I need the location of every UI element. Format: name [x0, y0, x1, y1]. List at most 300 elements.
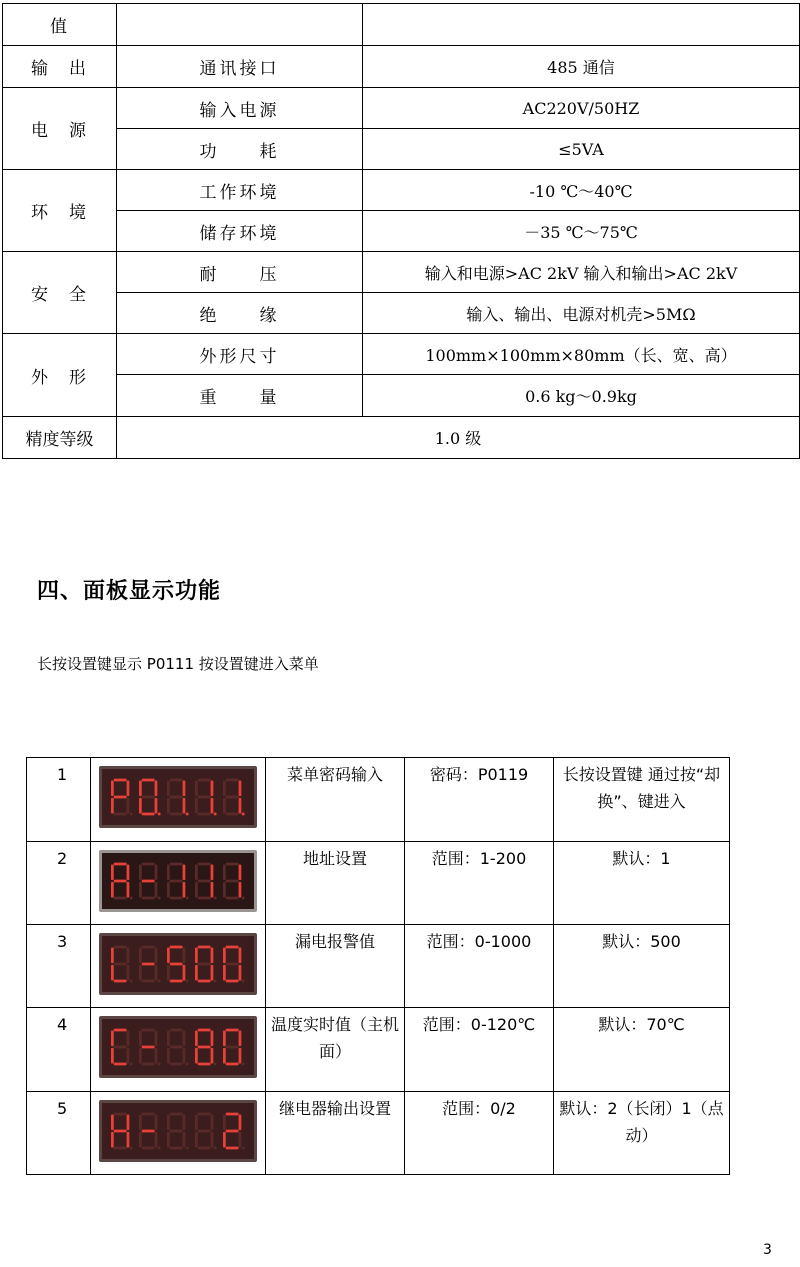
- value-cell: 1.0 级: [117, 417, 800, 459]
- lcd-segment: [111, 865, 114, 881]
- lcd-digit: [111, 860, 133, 902]
- lcd-segment: [111, 798, 114, 814]
- lcd-segment: [139, 948, 142, 964]
- lcd-segment: [142, 963, 155, 966]
- lcd-segment: [142, 813, 155, 816]
- lcd-segment: [223, 1031, 226, 1047]
- lcd-segment: [114, 813, 127, 816]
- lcd-segment: [111, 965, 114, 981]
- lcd-segment: [139, 1048, 142, 1064]
- item-cell: 耐 压: [117, 252, 363, 293]
- table-row: [3, 252, 800, 293]
- lcd-segment: [127, 798, 130, 814]
- lcd-segment: [239, 882, 242, 898]
- lcd-segment: [198, 1147, 211, 1150]
- lcd-display: [99, 1016, 257, 1078]
- lcd-digit: [111, 1110, 133, 1152]
- lcd-segment: [183, 1031, 186, 1047]
- lcd-segment: [239, 1048, 242, 1064]
- lcd-decimal-point: [158, 896, 161, 899]
- category-cell: 值: [3, 4, 117, 46]
- lcd-decimal-point: [158, 979, 161, 982]
- item-cell: 重 量: [117, 375, 363, 417]
- lcd-segment: [198, 1046, 211, 1049]
- lcd-segment: [127, 1048, 130, 1064]
- lcd-segment: [167, 1115, 170, 1131]
- lcd-segment: [155, 781, 158, 797]
- table-row: [3, 46, 800, 88]
- lcd-segment: [198, 1130, 211, 1133]
- table-row: [27, 1092, 730, 1175]
- lcd-segment: [211, 1031, 214, 1047]
- lcd-segment: [195, 1031, 198, 1047]
- lcd-segment: [195, 882, 198, 898]
- value-cell: ≤5VA: [363, 129, 800, 170]
- lcd-segment: [183, 798, 186, 814]
- value-cell: -10 ℃～40℃: [363, 170, 800, 211]
- param-default: 默认：500: [554, 925, 730, 1008]
- lcd-segment: [183, 865, 186, 881]
- lcd-cell: [91, 758, 266, 842]
- lcd-segment: [170, 980, 183, 983]
- lcd-segment: [223, 798, 226, 814]
- lcd-segment: [142, 779, 155, 782]
- lcd-segment: [170, 813, 183, 816]
- lcd-segment: [226, 880, 239, 883]
- table-row: [27, 842, 730, 925]
- lcd-segment: [183, 1115, 186, 1131]
- table-row: [3, 293, 800, 334]
- lcd-decimal-point: [242, 812, 245, 815]
- lcd-segment: [127, 1115, 130, 1131]
- item-cell: 外形尺寸: [117, 334, 363, 375]
- lcd-segment: [211, 1115, 214, 1131]
- lcd-segment: [198, 897, 211, 900]
- display-table: [26, 757, 730, 1175]
- lcd-segment: [170, 1046, 183, 1049]
- lcd-segment: [142, 1046, 155, 1049]
- lcd-segment: [223, 781, 226, 797]
- lcd-segment: [170, 863, 183, 866]
- param-default: 默认：1: [554, 842, 730, 925]
- lcd-segment: [223, 1132, 226, 1148]
- intro-text: 长按设置键显示 P0111 按设置键进入菜单: [37, 655, 319, 673]
- spec-table: [2, 3, 800, 459]
- lcd-segment: [239, 948, 242, 964]
- item-cell: 储存环境: [117, 211, 363, 252]
- lcd-segment: [139, 965, 142, 981]
- lcd-segment: [195, 781, 198, 797]
- lcd-decimal-point: [186, 1146, 189, 1149]
- lcd-segment: [195, 948, 198, 964]
- lcd-segment: [167, 798, 170, 814]
- lcd-segment: [114, 980, 127, 983]
- lcd-segment: [111, 948, 114, 964]
- lcd-segment: [170, 1147, 183, 1150]
- lcd-decimal-point: [186, 812, 189, 815]
- table-row: [3, 334, 800, 375]
- lcd-digit: [223, 776, 245, 818]
- lcd-decimal-point: [186, 979, 189, 982]
- lcd-segment: [198, 779, 211, 782]
- lcd-segment: [167, 882, 170, 898]
- page-number: 3: [763, 1242, 772, 1258]
- lcd-digit: [195, 943, 217, 985]
- lcd-segment: [211, 798, 214, 814]
- table-row: [27, 1008, 730, 1092]
- lcd-digit: [111, 1026, 133, 1068]
- value-cell: 485 通信: [363, 46, 800, 88]
- lcd-display: [99, 850, 257, 912]
- lcd-decimal-point: [158, 1146, 161, 1149]
- lcd-segment: [111, 882, 114, 898]
- lcd-digit: [167, 776, 189, 818]
- lcd-segment: [198, 796, 211, 799]
- lcd-segment: [226, 1029, 239, 1032]
- category-cell: 电 源: [3, 88, 117, 170]
- lcd-segment: [155, 965, 158, 981]
- table-row: [3, 417, 800, 459]
- item-cell: 功 耗: [117, 129, 363, 170]
- lcd-digit: [195, 1110, 217, 1152]
- lcd-segment: [114, 1029, 127, 1032]
- lcd-segment: [167, 965, 170, 981]
- lcd-segment: [170, 1063, 183, 1066]
- lcd-cell: [91, 1092, 266, 1175]
- lcd-cell: [91, 925, 266, 1008]
- lcd-segment: [167, 865, 170, 881]
- lcd-display: [99, 766, 257, 828]
- lcd-segment: [142, 1029, 155, 1032]
- lcd-segment: [167, 781, 170, 797]
- lcd-digit: [195, 776, 217, 818]
- lcd-segment: [170, 779, 183, 782]
- lcd-decimal-point: [242, 979, 245, 982]
- category-cell: 安 全: [3, 252, 117, 334]
- lcd-segment: [139, 1031, 142, 1047]
- lcd-segment: [195, 965, 198, 981]
- lcd-segment: [226, 1147, 239, 1150]
- lcd-segment: [170, 897, 183, 900]
- lcd-decimal-point: [214, 1146, 217, 1149]
- lcd-segment: [226, 1130, 239, 1133]
- lcd-decimal-point: [158, 1062, 161, 1065]
- lcd-segment: [142, 1130, 155, 1133]
- lcd-segment: [195, 1048, 198, 1064]
- lcd-segment: [170, 880, 183, 883]
- lcd-segment: [183, 882, 186, 898]
- lcd-segment: [155, 1048, 158, 1064]
- lcd-segment: [211, 965, 214, 981]
- param-default: 默认：70℃: [554, 1008, 730, 1092]
- lcd-segment: [226, 796, 239, 799]
- lcd-segment: [127, 781, 130, 797]
- lcd-segment: [155, 948, 158, 964]
- lcd-segment: [142, 946, 155, 949]
- param-range: 范围：0/2: [405, 1092, 554, 1175]
- lcd-digit: [139, 1110, 161, 1152]
- lcd-segment: [127, 882, 130, 898]
- param-range: 范围：0-120℃: [405, 1008, 554, 1092]
- lcd-segment: [239, 1132, 242, 1148]
- lcd-cell: [91, 1008, 266, 1092]
- table-row: [3, 170, 800, 211]
- lcd-digit: [167, 943, 189, 985]
- lcd-segment: [142, 1113, 155, 1116]
- item-cell: 工作环境: [117, 170, 363, 211]
- lcd-segment: [167, 1031, 170, 1047]
- lcd-segment: [111, 1115, 114, 1131]
- category-cell: 精度等级: [3, 417, 117, 459]
- lcd-segment: [114, 1046, 127, 1049]
- empty-cell: [117, 4, 363, 46]
- row-number: 2: [27, 842, 91, 925]
- lcd-segment: [223, 1048, 226, 1064]
- lcd-segment: [139, 798, 142, 814]
- lcd-digit: [223, 1026, 245, 1068]
- lcd-segment: [183, 948, 186, 964]
- lcd-digit: [111, 776, 133, 818]
- row-number: 3: [27, 925, 91, 1008]
- table-row: [3, 4, 800, 46]
- lcd-segment: [170, 1113, 183, 1116]
- lcd-segment: [114, 779, 127, 782]
- lcd-decimal-point: [130, 1062, 133, 1065]
- lcd-segment: [239, 865, 242, 881]
- lcd-segment: [127, 965, 130, 981]
- lcd-segment: [183, 781, 186, 797]
- param-name: 地址设置: [266, 842, 405, 925]
- lcd-segment: [223, 948, 226, 964]
- lcd-segment: [226, 813, 239, 816]
- lcd-decimal-point: [242, 1146, 245, 1149]
- lcd-segment: [139, 882, 142, 898]
- table-row: [27, 925, 730, 1008]
- category-cell: 外 形: [3, 334, 117, 417]
- lcd-segment: [226, 1113, 239, 1116]
- lcd-segment: [226, 897, 239, 900]
- lcd-segment: [167, 1048, 170, 1064]
- lcd-segment: [170, 796, 183, 799]
- lcd-segment: [223, 865, 226, 881]
- empty-cell: [363, 4, 800, 46]
- lcd-segment: [114, 880, 127, 883]
- value-cell: 输入、输出、电源对机壳>5MΩ: [363, 293, 800, 334]
- lcd-segment: [198, 1029, 211, 1032]
- lcd-decimal-point: [214, 1062, 217, 1065]
- lcd-segment: [195, 1115, 198, 1131]
- param-name: 漏电报警值: [266, 925, 405, 1008]
- param-default: 默认：2（长闭）1（点动）: [554, 1092, 730, 1175]
- lcd-segment: [170, 1130, 183, 1133]
- lcd-digit: [139, 943, 161, 985]
- lcd-decimal-point: [130, 1146, 133, 1149]
- lcd-decimal-point: [130, 979, 133, 982]
- lcd-segment: [127, 1031, 130, 1047]
- lcd-digit: [223, 943, 245, 985]
- lcd-segment: [155, 865, 158, 881]
- lcd-segment: [198, 946, 211, 949]
- lcd-digit: [223, 860, 245, 902]
- table-row: [27, 758, 730, 842]
- lcd-digit: [195, 1026, 217, 1068]
- lcd-segment: [155, 1115, 158, 1131]
- lcd-cell: [91, 842, 266, 925]
- lcd-segment: [198, 1113, 211, 1116]
- row-number: 1: [27, 758, 91, 842]
- lcd-segment: [198, 813, 211, 816]
- lcd-segment: [111, 1132, 114, 1148]
- value-cell: 100mm×100mm×80mm（长、宽、高）: [363, 334, 800, 375]
- param-range: 密码：P0119: [405, 758, 554, 842]
- lcd-segment: [239, 1115, 242, 1131]
- table-row: [3, 129, 800, 170]
- lcd-segment: [183, 1132, 186, 1148]
- lcd-digit: [223, 1110, 245, 1152]
- lcd-segment: [198, 863, 211, 866]
- lcd-segment: [114, 863, 127, 866]
- table-row: [3, 88, 800, 129]
- lcd-segment: [195, 798, 198, 814]
- lcd-segment: [223, 882, 226, 898]
- lcd-segment: [142, 1147, 155, 1150]
- lcd-segment: [114, 796, 127, 799]
- lcd-segment: [198, 1063, 211, 1066]
- category-cell: 环 境: [3, 170, 117, 252]
- param-name: 继电器输出设置: [266, 1092, 405, 1175]
- row-number: 5: [27, 1092, 91, 1175]
- lcd-segment: [155, 882, 158, 898]
- lcd-segment: [155, 1132, 158, 1148]
- lcd-segment: [211, 1048, 214, 1064]
- lcd-segment: [211, 882, 214, 898]
- lcd-segment: [111, 1048, 114, 1064]
- lcd-segment: [111, 781, 114, 797]
- lcd-segment: [167, 948, 170, 964]
- lcd-segment: [139, 1115, 142, 1131]
- lcd-digit: [139, 1026, 161, 1068]
- lcd-segment: [139, 1132, 142, 1148]
- lcd-display: [99, 933, 257, 995]
- lcd-segment: [226, 963, 239, 966]
- lcd-segment: [170, 1029, 183, 1032]
- lcd-segment: [211, 865, 214, 881]
- lcd-segment: [142, 897, 155, 900]
- lcd-segment: [183, 1048, 186, 1064]
- value-cell: －35 ℃～75℃: [363, 211, 800, 252]
- param-default: 长按设置键 通过按“却换”、键进入: [554, 758, 730, 842]
- lcd-segment: [127, 948, 130, 964]
- lcd-digit: [167, 1026, 189, 1068]
- section-title: 四、面板显示功能: [37, 579, 222, 604]
- lcd-segment: [127, 1132, 130, 1148]
- lcd-segment: [155, 798, 158, 814]
- value-cell: 输入和电源>AC 2kV 输入和输出>AC 2kV: [363, 252, 800, 293]
- lcd-segment: [226, 946, 239, 949]
- lcd-segment: [239, 965, 242, 981]
- lcd-segment: [239, 798, 242, 814]
- item-cell: 通讯接口: [117, 46, 363, 88]
- lcd-segment: [167, 1132, 170, 1148]
- lcd-decimal-point: [214, 979, 217, 982]
- item-cell: 输入电源: [117, 88, 363, 129]
- lcd-segment: [198, 980, 211, 983]
- lcd-decimal-point: [242, 1062, 245, 1065]
- lcd-decimal-point: [242, 896, 245, 899]
- table-row: [3, 375, 800, 417]
- lcd-segment: [226, 863, 239, 866]
- row-number: 4: [27, 1008, 91, 1092]
- param-range: 范围：0-1000: [405, 925, 554, 1008]
- lcd-segment: [226, 980, 239, 983]
- lcd-segment: [127, 865, 130, 881]
- lcd-segment: [142, 796, 155, 799]
- lcd-segment: [142, 980, 155, 983]
- lcd-segment: [195, 865, 198, 881]
- lcd-segment: [139, 781, 142, 797]
- lcd-segment: [226, 1046, 239, 1049]
- lcd-decimal-point: [186, 1062, 189, 1065]
- lcd-segment: [195, 1132, 198, 1148]
- table-row: [3, 211, 800, 252]
- lcd-segment: [211, 781, 214, 797]
- lcd-decimal-point: [186, 896, 189, 899]
- param-name: 菜单密码输入: [266, 758, 405, 842]
- param-name: 温度实时值（主机面）: [266, 1008, 405, 1092]
- lcd-segment: [142, 880, 155, 883]
- category-cell: 输 出: [3, 46, 117, 88]
- lcd-segment: [198, 963, 211, 966]
- lcd-segment: [111, 1031, 114, 1047]
- lcd-segment: [239, 781, 242, 797]
- lcd-decimal-point: [130, 896, 133, 899]
- lcd-segment: [139, 865, 142, 881]
- lcd-segment: [155, 1031, 158, 1047]
- lcd-segment: [198, 880, 211, 883]
- lcd-segment: [114, 1147, 127, 1150]
- lcd-digit: [195, 860, 217, 902]
- lcd-digit: [111, 943, 133, 985]
- lcd-digit: [139, 776, 161, 818]
- lcd-segment: [114, 1130, 127, 1133]
- lcd-decimal-point: [158, 812, 161, 815]
- lcd-segment: [211, 1132, 214, 1148]
- lcd-segment: [142, 1063, 155, 1066]
- lcd-decimal-point: [214, 896, 217, 899]
- lcd-decimal-point: [214, 812, 217, 815]
- lcd-segment: [170, 963, 183, 966]
- lcd-segment: [114, 1063, 127, 1066]
- lcd-segment: [114, 963, 127, 966]
- value-cell: 0.6 kg～0.9kg: [363, 375, 800, 417]
- lcd-segment: [183, 965, 186, 981]
- item-cell: 绝 缘: [117, 293, 363, 334]
- lcd-segment: [223, 1115, 226, 1131]
- value-cell: AC220V/50HZ: [363, 88, 800, 129]
- lcd-segment: [226, 779, 239, 782]
- lcd-display: [99, 1100, 257, 1162]
- lcd-segment: [170, 946, 183, 949]
- lcd-segment: [114, 897, 127, 900]
- lcd-decimal-point: [130, 812, 133, 815]
- lcd-segment: [142, 863, 155, 866]
- lcd-segment: [114, 946, 127, 949]
- lcd-digit: [167, 1110, 189, 1152]
- lcd-segment: [114, 1113, 127, 1116]
- lcd-digit: [139, 860, 161, 902]
- lcd-segment: [223, 965, 226, 981]
- lcd-segment: [211, 948, 214, 964]
